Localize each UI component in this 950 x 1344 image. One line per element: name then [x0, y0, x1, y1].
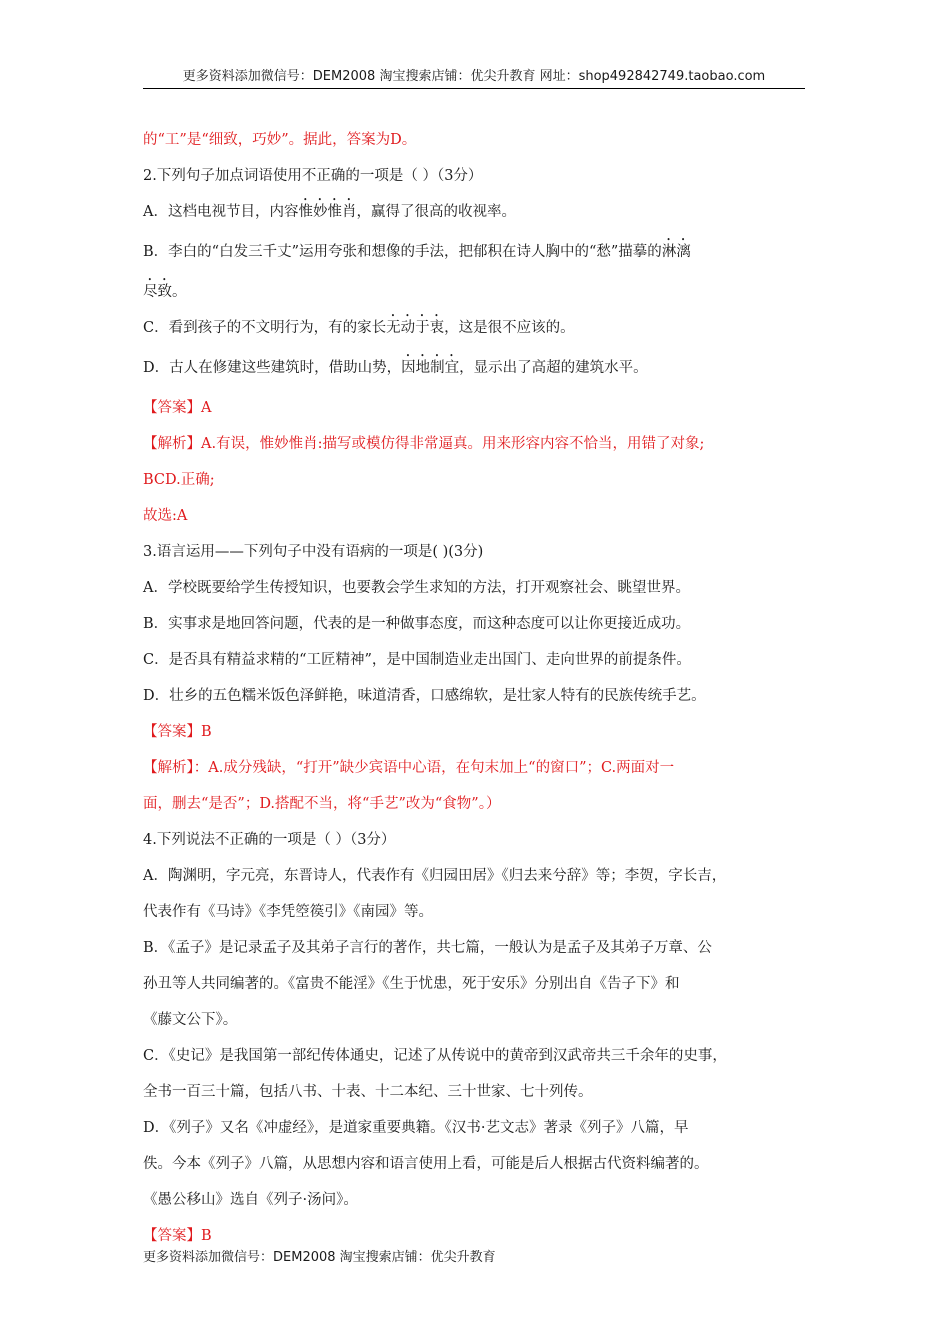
text-line [143, 1110, 815, 1146]
text-segment: A．这档电视节目，内容 [143, 204, 299, 220]
emphasized-term: 因地制宜 [401, 360, 460, 376]
text-segment: ，这是很不应该的。 [444, 320, 575, 336]
text-segment: 《藤文公下》。 [143, 1012, 238, 1028]
text-line [143, 310, 815, 350]
text-line [143, 1182, 815, 1218]
text-segment: 3.语言运用——下列句子中没有语病的一项是( )(3分) [143, 544, 484, 560]
text-segment: 2.下列句子加点词语使用不正确的一项是（ ）（3分） [143, 168, 483, 184]
text-segment: 【答案】B [143, 724, 212, 740]
text-segment: 。 [172, 284, 187, 300]
text-line [143, 822, 815, 858]
text-line [143, 570, 815, 606]
text-segment: B．实事求是地回答问题，代表的是一种做事态度，而这种态度可以让你更接近成功。 [143, 616, 691, 632]
text-line [143, 274, 815, 310]
text-line [143, 966, 815, 1002]
text-segment: 孙丑等人共同编著的。《富贵不能淫》《生于忧患，死于安乐》分别出自《告子下》和 [143, 976, 680, 992]
text-segment: D．古人在修建这些建筑时，借助山势， [143, 360, 402, 376]
page-header: 更多资料添加微信号：DEM2008 淘宝搜索店铺：优尖升教育 网址：shop492842749.taobao.com [182, 69, 766, 84]
text-line [143, 714, 815, 750]
text-line [143, 158, 815, 194]
text-segment: 【答案】B [143, 1228, 212, 1244]
text-line [143, 426, 815, 462]
text-line [143, 1038, 815, 1074]
text-line [143, 194, 815, 234]
emphasized-term: 尽致 [143, 284, 172, 300]
text-line [143, 642, 815, 678]
text-segment: 4.下列说法不正确的一项是（ ）（3分） [143, 832, 396, 848]
text-line [143, 122, 815, 158]
text-segment: A．陶渊明，字元亮，东晋诗人，代表作有《归园田居》《归去来兮辞》等；李贺，字长吉， [143, 868, 727, 884]
text-segment: D．壮乡的五色糯米饭色泽鲜艳，味道清香，口感绵软，是壮家人特有的民族传统手艺。 [143, 688, 706, 704]
text-line [143, 786, 815, 822]
text-line [143, 390, 815, 426]
emphasized-term: 无动于衷 [386, 320, 445, 336]
text-line [143, 858, 815, 894]
text-segment: B．李白的“白发三千丈”运用夸张和想像的手法，把郁积在诗人胸中的“愁”描摹的 [143, 244, 662, 260]
text-segment: ，赢得了很高的收视率。 [356, 204, 516, 220]
text-line [143, 534, 815, 570]
emphasized-term: 惟妙惟肖 [298, 204, 357, 220]
text-segment: 故选:A [143, 508, 188, 524]
text-segment: ，显示出了高超的建筑水平。 [459, 360, 648, 376]
text-line [143, 930, 815, 966]
text-segment: 【解析】A.有误，惟妙惟肖:描写或模仿得非常逼真。用来形容内容不恰当，用错了对象; [143, 436, 705, 452]
text-segment: BCD.正确; [143, 472, 215, 488]
text-segment: 面，删去“是否”；D.搭配不当，将“手艺”改为“食物”。） [143, 796, 501, 812]
text-line [143, 1146, 815, 1182]
text-segment: D．《列子》又名《冲虚经》，是道家重要典籍。《汉书·艺文志》著录《列子》八篇，早 [143, 1120, 689, 1136]
text-segment: C．看到孩子的不文明行为，有的家长 [143, 320, 387, 336]
header-divider [143, 88, 805, 89]
text-segment: 的“工”是“细致，巧妙”。据此，答案为D。 [143, 132, 417, 148]
text-segment: 代表作有《马诗》《李凭箜篌引》《南园》等。 [143, 904, 433, 920]
text-segment: 全书一百三十篇，包括八书、十表、十二本纪、三十世家、七十列传。 [143, 1084, 593, 1100]
text-line [143, 1002, 815, 1038]
text-line [143, 498, 815, 534]
text-line [143, 350, 815, 390]
text-line [143, 462, 815, 498]
text-line [143, 894, 815, 930]
document-body [143, 122, 815, 1254]
text-segment: B．《孟子》是记录孟子及其弟子言行的著作，共七篇，一般认为是孟子及其弟子万章、公 [143, 940, 712, 956]
text-line [143, 606, 815, 642]
text-segment: A．学校既要给学生传授知识，也要教会学生求知的方法，打开观察社会、眺望世界。 [143, 580, 690, 596]
page-footer: 更多资料添加微信号：DEM2008 淘宝搜索店铺：优尖升教育 [143, 1250, 496, 1265]
text-segment: C．《史记》是我国第一部纪传体通史，记述了从传说中的黄帝到汉武帝共三千余年的史事， [143, 1048, 727, 1064]
text-line [143, 234, 815, 274]
text-segment: 佚。今本《列子》八篇，从思想内容和语言使用上看，可能是后人根据古代资料编著的。 [143, 1156, 709, 1172]
text-segment: 【解析】：A.成分残缺，“打开”缺少宾语中心语，在句末加上“的窗口”；C.两面对一 [143, 760, 675, 776]
text-line [143, 1074, 815, 1110]
text-line [143, 678, 815, 714]
text-segment: 《愚公移山》选自《列子·汤问》。 [143, 1192, 358, 1208]
text-segment: C．是否具有精益求精的“工匠精神”，是中国制造业走出国门、走向世界的前提条件。 [143, 652, 691, 668]
text-line [143, 750, 815, 786]
text-segment: 【答案】A [143, 400, 212, 416]
emphasized-term: 淋漓 [661, 244, 691, 260]
